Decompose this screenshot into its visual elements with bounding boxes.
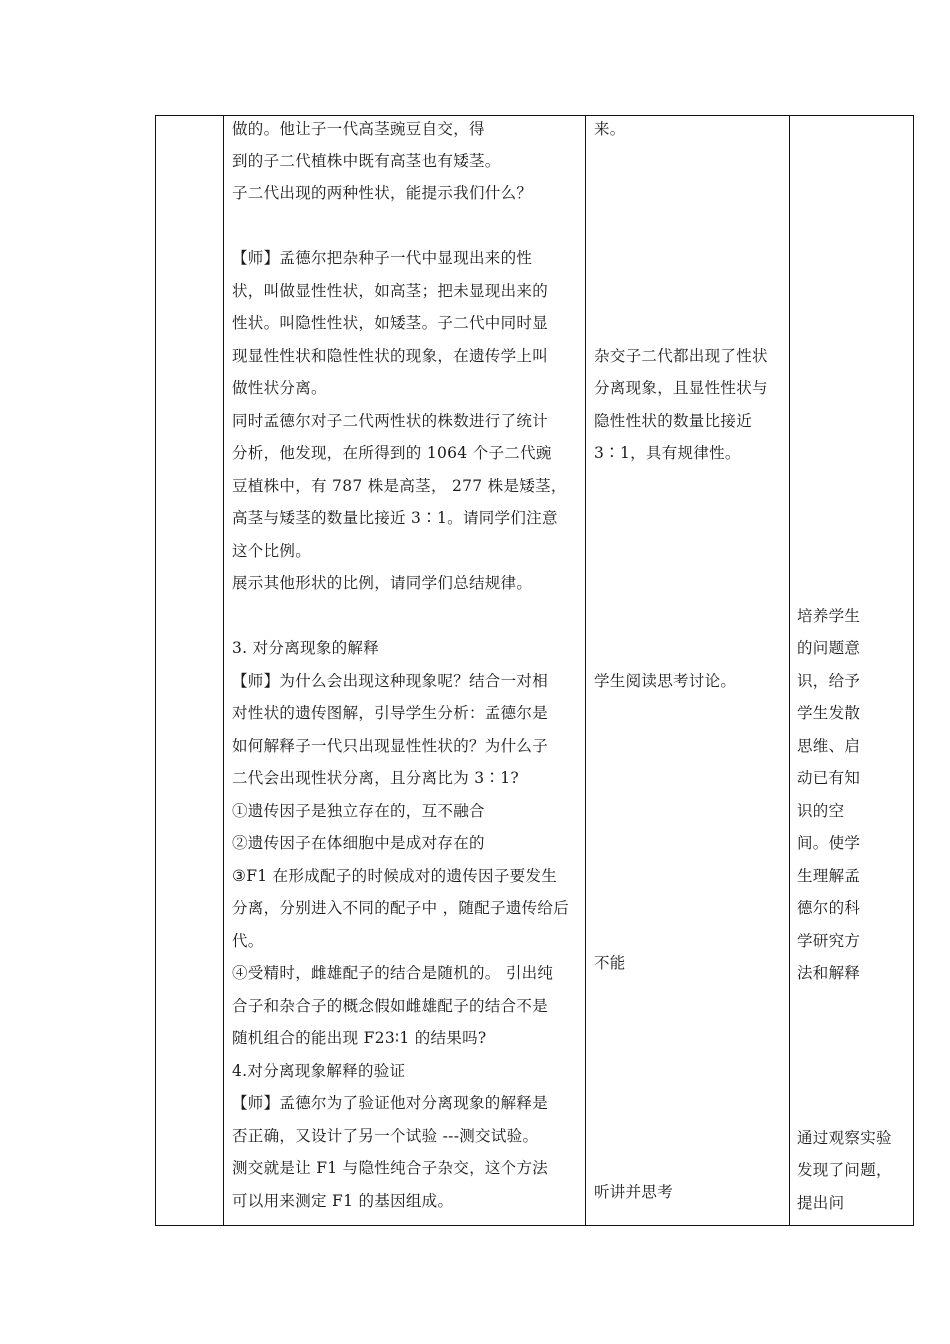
text-line: 豆植株中，有 787 株是高茎， 277 株是矮茎， [232, 477, 567, 495]
text-line: 通过观察实验 [797, 1129, 892, 1147]
text-line: 性状。叫隐性性状，如矮茎。子二代中同时显 [232, 314, 549, 332]
lesson-plan-table [155, 115, 914, 1226]
text-line: ④受精时，雌雄配子的结合是随机的。 引出纯 [232, 964, 554, 982]
text-line: 做性状分离。 [232, 379, 327, 397]
text-line: 听讲并思考 [594, 1183, 674, 1201]
text-line: 分析，他发现，在所得到的 1064 个子二代豌 [232, 444, 552, 462]
text-line: 不能 [594, 954, 626, 972]
text-line: 高茎与矮茎的数量比接近 3∶1。请同学们注意 [232, 509, 558, 527]
text-line: 的问题意 [797, 639, 861, 657]
text-line: 发现了问题， [797, 1161, 892, 1179]
text-line: 3. 对分离现象的解释 [232, 639, 380, 657]
text-line: 隐性性状的数量比接近 [594, 412, 753, 430]
text-line: 生理解孟 [797, 867, 861, 885]
text-line: 子二代出现的两种性状，能提示我们什么？ [232, 184, 533, 202]
text-line: 对性状的遗传图解，引导学生分析：孟德尔是 [232, 704, 549, 722]
text-line: 做的。他让子一代高茎豌豆自交，得 [232, 120, 485, 138]
text-line: 4.对分离现象解释的验证 [232, 1062, 406, 1080]
text-line: 识，给予 [797, 672, 861, 690]
text-line: 现显性性状和隐性性状的现象，在遗传学上叫 [232, 347, 549, 365]
text-line: 如何解释子一代只出现显性性状的？为什么子 [232, 737, 549, 755]
design-intent-cell [789, 116, 914, 1225]
text-line: 随机组合的能出现 F23∶1 的结果吗? [232, 1029, 487, 1047]
text-line: 间。使学 [797, 834, 861, 852]
text-line: 合子和杂合子的概念假如雌雄配子的结合不是 [232, 997, 549, 1015]
text-line: 二代会出现性状分离，且分离比为 3∶1? [232, 769, 519, 787]
text-line: ②遗传因子在体细胞中是成对存在的 [232, 834, 485, 852]
empty-stage-cell [156, 116, 223, 1225]
text-line: 【师】为什么会出现这种现象呢？结合一对相 [232, 672, 549, 690]
text-line: 法和解释 [797, 964, 861, 982]
text-line: 否正确，又设计了另一个试验 ---测交试验。 [232, 1127, 539, 1145]
text-line: 识的空 [797, 802, 845, 820]
text-line: 展示其他形状的比例，请同学们总结规律。 [232, 574, 533, 592]
text-line: 学研究方 [797, 932, 861, 950]
text-line: 杂交子二代都出现了性状 [594, 347, 768, 365]
text-line: 学生发散 [797, 704, 861, 722]
teacher-activity-cell [223, 116, 585, 1225]
text-line: 【师】孟德尔为了验证他对分离现象的解释是 [232, 1094, 549, 1112]
text-line: 状，叫做显性性状，如高茎；把未显现出来的 [232, 282, 549, 300]
text-line: 动已有知 [797, 769, 861, 787]
text-line: 【师】孟德尔把杂种子一代中显现出来的性 [232, 249, 533, 267]
text-line: ③F1 在形成配子的时候成对的遗传因子要发生 [232, 867, 558, 885]
text-line: 可以用来测定 F1 的基因组成。 [232, 1192, 454, 1210]
text-line: 测交就是让 F1 与隐性纯合子杂交，这个方法 [232, 1159, 549, 1177]
text-line: 分离，分别进入不同的配子中 ，随配子遗传给后 [232, 899, 570, 917]
text-line: 培养学生 [797, 607, 861, 625]
text-line: 学生阅读思考讨论。 [594, 672, 737, 690]
text-line: 3∶1，具有规律性。 [594, 444, 741, 462]
text-line: 提出问 [797, 1194, 845, 1212]
text-line: 同时孟德尔对子二代两性状的株数进行了统计 [232, 412, 549, 430]
student-activity-cell [585, 116, 789, 1225]
text-line: 到的子二代植株中既有高茎也有矮茎。 [232, 152, 501, 170]
text-line: 来。 [594, 120, 626, 138]
text-line: 思维、启 [797, 737, 861, 755]
text-line: ①遗传因子是独立存在的，互不融合 [232, 802, 485, 820]
text-line: 德尔的科 [797, 899, 861, 917]
text-line: 代。 [232, 932, 264, 950]
text-line: 这个比例。 [232, 542, 312, 560]
text-line: 分离现象，且显性性状与 [594, 379, 768, 397]
